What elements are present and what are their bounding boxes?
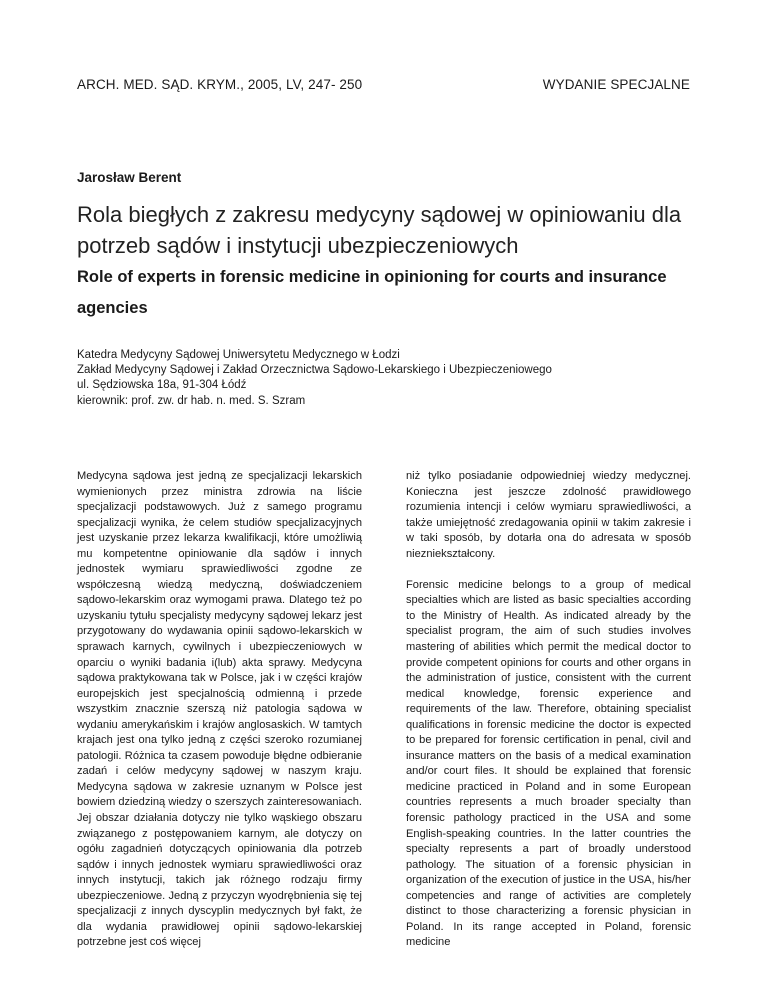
affiliation-line-department: Katedra Medycyny Sądowej Uniwersytetu Medycznego w Łodzi bbox=[77, 349, 400, 361]
author-name: Jarosław Berent bbox=[77, 170, 182, 185]
affiliation-line-units: Zakład Medycyny Sądowej i Zakład Orzecznictwa Sądowo-Lekarskiego i Ubezpieczeniowego bbox=[77, 364, 552, 377]
body-column-left bbox=[77, 469, 362, 951]
journal-citation: ARCH. MED. SĄD. KRYM., 2005, LV, 247- 250 bbox=[77, 77, 363, 92]
title-polish: Rola biegłych z zakresu medycyny sądowej w opiniowaniu dla potrzeb sądów i instytucji ubezpieczeniowych bbox=[77, 202, 682, 258]
title-english: Role of experts in forensic medicine in opinioning for courts and insurance agencies bbox=[77, 268, 667, 317]
body-paragraph-english: Forensic medicine belongs to a group of medical specialties which are listed as basic specialties according to the Ministry of Health. As indicated already by the specialist program, the aim of such studies involves mastering of abilities which permit the medical doctor to provide competent opinions for courts and other organs in the administration of justice, consistent with the current medical knowledge, forensic experience and requirements of the law. Therefore, obtaining specialist qualifications in forensic medicine the doctor is expected to be prepared for forensic certification in penal, civil and insurance matters on the basis of a medical examination and/or court files. It should be explained that forensic medicine practiced in Poland and in some European countries represents a much broader specialty than forensic pathology practiced in the USA and some English-speaking countries. In the latter countries the specialty represents a part of broadly understood pathology. The situation of a forensic physician in organization of the execution of justice in the USA, his/her competencies and range of activities are completely distinct to those characterizing a forensic physician in Poland. In its range accepted in Poland, forensic medicine bbox=[406, 578, 691, 949]
affiliation-block bbox=[77, 348, 717, 409]
affiliation-line-head: kierownik: prof. zw. dr hab. n. med. S. Szram bbox=[77, 394, 306, 407]
body-paragraph-polish-continued: niż tylko posiadanie odpowiedniej wiedzy medycznej. Konieczna jest jeszcze zdolność prawidłowego rozumienia intencji i celów wymiaru sprawiedliwości, a także umiejętność zredagowania opinii w takim zakresie i w taki sposób, by dotarła ona do adresata w sposób niezniekształcony. bbox=[406, 470, 691, 560]
edition-label: WYDANIE SPECJALNE bbox=[542, 77, 690, 92]
affiliation-line-address: ul. Sędziowska 18a, 91-304 Łódź bbox=[77, 379, 247, 392]
body-paragraph-polish: Medycyna sądowa jest jedną ze specjalizacji lekarskich wymienionych przez ministra zdrowia na liście specjalizacji podstawowych. Już z samego programu specjalizacji wynika, że celem studiów specjalizacyjnych jest uzyskanie przez lekarza kwalifikacji, które umożliwią mu kompetentne opiniowanie dla sądów i innych jednostek wymiaru sprawiedliwości zgodne ze współczesną wiedzą medyczną, doświadczeniem sądowo-lekarskim oraz wymogami prawa. Dlatego też po uzyskaniu tytułu specjalisty medycyny sądowej lekarz jest przygotowany do wydawania opinii sądowo-lekarskich w sprawach karnych, cywilnych i ubezpieczeniowych w oparciu o wyniki badania i(lub) akta sprawy. Medycyna sądowa praktykowana tak w Polsce, jak i w części krajów europejskich jest specjalnością odmienną i przede wszystkim znacznie szerszą niż patologia sądowa w wydaniu amerykańskim i krajów anglosaskich. W tamtych krajach jest ona tylko jedną z części szeroko rozumianej patologii. Różnica ta czasem powoduje błędne odbieranie zadań i celów medycyny sądowej w naszym kraju. Medycyna sądowa w zakresie uznanym w Polsce jest bowiem dziedziną wiedzy o szerszych zainteresowaniach. Jej obszar działania dotyczy nie tylko wąskiego obszaru związanego z postępowaniem karnym, ale dotyczy on ogółu zagadnień dotyczących opiniowania dla potrzeb sądów i innych jednostek wymiaru sprawiedliwości oraz innych instytucji, takich jak różnego rodzaju firmy ubezpieczeniowe. Jedną z przyczyn wyodrębnienia się tej specjalizacji z innych dyscyplin medycznych był fakt, że dla wydania prawidłowej opinii sądowo-lekarskiej potrzebne jest coś więcej bbox=[77, 470, 362, 949]
body-column-right bbox=[406, 469, 691, 951]
